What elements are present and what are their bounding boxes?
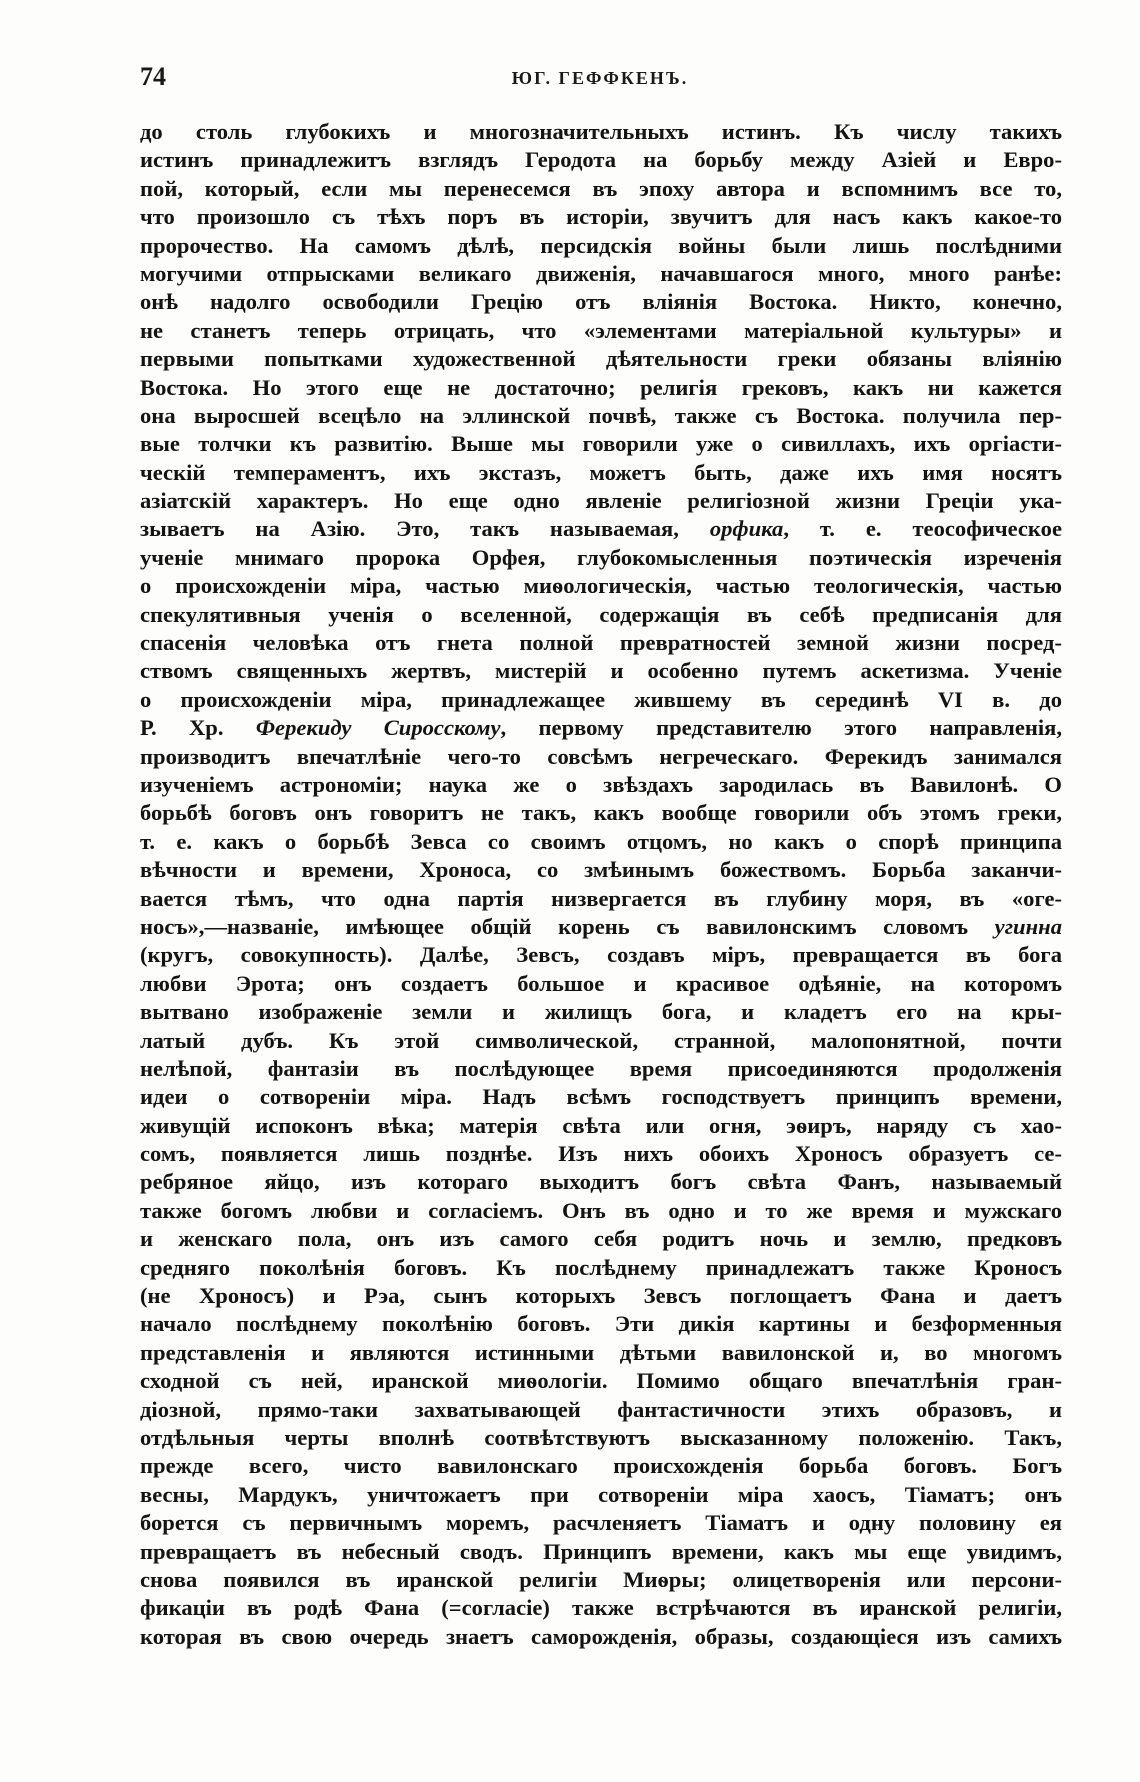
text-line (140, 1055, 1062, 1083)
italic-term: Ферекиду Сиросскому (255, 715, 501, 741)
text-line (140, 1168, 1062, 1196)
text-segment: прежде всего, чисто вавилонскаго происхожденія борьба боговъ. Богъ (140, 1453, 1062, 1479)
text-line (140, 743, 1062, 771)
text-segment: изученіемъ астрономіи; наука же о звѣздахъ зародилась въ Вавилонѣ. О (140, 771, 1062, 797)
text-segment: пой, который, если мы перенесемся въ эпоху автора и вспомнимъ все то, (140, 175, 1062, 201)
text-segment: Востока. Но этого еще не достаточно; религія грековъ, какъ ни кажется (140, 374, 1062, 400)
text-segment: , т. е. теософическое (783, 516, 1062, 542)
text-segment: снова появился въ иранской религіи Миѳры; олицетворенія или персони- (140, 1566, 1062, 1592)
italic-term: угинна (994, 913, 1062, 939)
text-segment: носъ»,—названіе, имѣющее общій корень съ вавилонскимъ словомъ (140, 913, 995, 939)
text-line (140, 1566, 1062, 1594)
text-segment: борется съ первичнымъ моремъ, расчленяетъ Тіаматъ и одну половину ея (140, 1510, 1062, 1536)
text-segment: которая въ свою очередь знаетъ саморожденія, образы, создающіеся изъ самихъ (140, 1623, 1062, 1649)
text-segment: (не Хроносъ) и Рэа, сынъ которыхъ Зевсъ поглощаетъ Фана и даетъ (140, 1283, 1062, 1309)
text-line (140, 913, 1062, 941)
text-line (140, 487, 1062, 515)
text-line (140, 771, 1062, 799)
text-line (140, 515, 1062, 543)
text-line (140, 459, 1062, 487)
text-line (140, 1225, 1062, 1253)
text-segment: ученіе мнимаго пророка Орфея, глубокомысленныя поэтическія изреченія (140, 544, 1062, 570)
text-line (140, 374, 1062, 402)
text-line (140, 1538, 1062, 1566)
text-line (140, 941, 1062, 969)
text-line (140, 288, 1062, 316)
text-segment: зываетъ на Азію. Это, такъ называемая, (140, 516, 710, 542)
text-line (140, 1424, 1062, 1452)
text-line (140, 970, 1062, 998)
text-line (140, 1594, 1062, 1622)
text-segment: спекулятивныя ученія о вселенной, содержащія въ себѣ предписанія для (140, 601, 1062, 627)
page-header (140, 62, 1060, 102)
text-segment: отдѣльныя черты вполнѣ соотвѣтствуютъ высказанному положенію. Такъ, (140, 1424, 1062, 1450)
text-segment: вѣчности и времени, Хроноса, со змѣинымъ божествомъ. Борьба заканчи- (140, 857, 1062, 883)
page-number: 74 (140, 62, 166, 91)
text-segment: могучими отпрысками великаго движенія, начавшагося много, много ранѣе: (140, 260, 1062, 286)
text-line (140, 601, 1062, 629)
text-segment: (кругъ, совокупность). Далѣе, Зевсъ, создавъ міръ, превращается въ бога (140, 942, 1062, 968)
text-segment: весны, Мардукъ, уничтожаетъ при сотвореніи міра хаосъ, Тіаматъ; онъ (140, 1481, 1062, 1507)
text-segment: что произошло съ тѣхъ поръ въ исторіи, звучитъ для насъ какъ какое-то (140, 204, 1062, 230)
text-line (140, 146, 1062, 174)
text-segment: не станетъ теперь отрицать, что «элементами матеріальной культуры» и (140, 317, 1062, 343)
text-line (140, 572, 1062, 600)
text-segment: вые толчки къ развитію. Выше мы говорили уже о сивиллахъ, ихъ оргіасти- (140, 431, 1062, 457)
text-segment: вытвано изображеніе земли и жилищъ бога, и кладетъ его на кры- (140, 999, 1062, 1025)
text-line (140, 1254, 1062, 1282)
text-line (140, 317, 1062, 345)
text-segment: азіатскій характеръ. Но еще одно явленіе религіозной жизни Греціи ука- (140, 488, 1062, 514)
text-line (140, 1027, 1062, 1055)
text-segment: идеи о сотвореніи міра. Надъ всѣмъ господствуетъ принципъ времени, (140, 1084, 1062, 1110)
text-line (140, 118, 1062, 146)
text-line (140, 629, 1062, 657)
text-line (140, 1083, 1062, 1111)
text-line (140, 1623, 1062, 1651)
text-segment: борьбѣ боговъ онъ говоритъ не такъ, какъ вообще говорили объ этомъ греки, (140, 800, 1062, 826)
text-line (140, 203, 1062, 231)
text-segment: нелѣпой, фантазіи въ послѣдующее время присоединяются продолженія (140, 1055, 1062, 1081)
text-line (140, 1282, 1062, 1310)
text-segment: представленія и являются истинными дѣтьми вавилонской и, во многомъ (140, 1339, 1062, 1365)
text-segment: начало послѣднему поколѣнію боговъ. Эти дикія картины и безформенныя (140, 1311, 1062, 1337)
text-line (140, 175, 1062, 203)
text-line (140, 402, 1062, 430)
text-line (140, 686, 1062, 714)
text-line (140, 856, 1062, 884)
text-line (140, 714, 1062, 742)
text-segment: о происхожденіи міра, принадлежащее жившему въ серединѣ VI в. до (140, 686, 1062, 712)
text-line (140, 260, 1062, 288)
text-line (140, 828, 1062, 856)
text-line (140, 345, 1062, 373)
text-segment: т. е. какъ о борьбѣ Зевса со своимъ отцомъ, но какъ о спорѣ принципа (140, 828, 1062, 854)
text-line (140, 1310, 1062, 1338)
text-segment: , первому представителю этого направленія, (500, 715, 1062, 741)
text-segment: латый дубъ. Къ этой символической, странной, малопонятной, почти (140, 1027, 1062, 1053)
text-line (140, 1481, 1062, 1509)
text-segment: любви Эрота; онъ создаетъ большое и красивое одѣяніе, на которомъ (140, 970, 1062, 996)
text-segment: и женскаго пола, онъ изъ самого себя родитъ ночь и землю, предковъ (140, 1226, 1062, 1252)
text-segment: она выросшей всецѣло на эллинской почвѣ, также съ Востока. получила пер- (140, 402, 1062, 428)
text-segment: также богомъ любви и согласіемъ. Онъ въ одно и то же время и мужскаго (140, 1197, 1062, 1223)
text-line (140, 1112, 1062, 1140)
text-segment: до столь глубокихъ и многозначительныхъ истинъ. Къ числу такихъ (140, 119, 1062, 144)
text-segment: о происхожденіи міра, частью миѳологическія, частью теологическія, частью (140, 573, 1062, 599)
text-segment: живущій испоконъ вѣка; матерія свѣта или огня, эѳиръ, наряду съ хао- (140, 1112, 1062, 1138)
text-line (140, 799, 1062, 827)
text-segment: Р. Хр. (140, 715, 256, 741)
text-segment: сходной съ ней, иранской миѳологіи. Помимо общаго впечатлѣнія гран- (140, 1368, 1062, 1394)
text-segment: пророчество. На самомъ дѣлѣ, персидскія войны были лишь послѣдними (140, 232, 1062, 258)
running-head: ЮГ. ГЕФФКЕНЪ. (511, 68, 689, 88)
text-line (140, 1197, 1062, 1225)
text-segment: ствомъ священныхъ жертвъ, мистерій и особенно путемъ аскетизма. Ученіе (140, 658, 1062, 684)
text-line (140, 1396, 1062, 1424)
text-line (140, 657, 1062, 685)
text-line (140, 232, 1062, 260)
text-line (140, 430, 1062, 458)
text-segment: производитъ впечатлѣніе чего-то совсѣмъ негреческаго. Ферекидъ занимался (140, 743, 1062, 769)
text-segment: фикаціи въ родѣ Фана (=согласіе) также встрѣчаются въ иранской религіи, (140, 1595, 1062, 1621)
text-line (140, 885, 1062, 913)
text-segment: діозной, прямо-таки захватывающей фантастичности этихъ образовъ, и (140, 1396, 1062, 1422)
text-line (140, 998, 1062, 1026)
text-segment: истинъ принадлежитъ взглядъ Геродота на борьбу между Азіей и Евро- (140, 147, 1062, 173)
text-segment: ческій темпераментъ, ихъ экстазъ, можетъ быть, даже ихъ имя носятъ (140, 459, 1062, 485)
body-text (140, 118, 1062, 1651)
text-line (140, 1367, 1062, 1395)
text-segment: онѣ надолго освободили Грецію отъ вліянія Востока. Никто, конечно, (140, 289, 1062, 315)
text-segment: вается тѣмъ, что одна партія низвергается въ глубину моря, въ «оге- (140, 885, 1062, 911)
text-segment: превращаетъ въ небесный сводъ. Принципъ времени, какъ мы еще увидимъ, (140, 1538, 1062, 1564)
text-line (140, 1339, 1062, 1367)
text-segment: сомъ, появляется лишь позднѣе. Изъ нихъ обоихъ Хроносъ образуетъ се- (140, 1141, 1062, 1167)
text-line (140, 1509, 1062, 1537)
italic-term: орфика (709, 516, 784, 542)
text-segment: спасенія человѣка отъ гнета полной превратностей земной жизни посред- (140, 630, 1062, 656)
text-segment: ребряное яйцо, изъ котораго выходитъ богъ свѣта Фанъ, называемый (140, 1169, 1062, 1195)
text-line (140, 1452, 1062, 1480)
text-line (140, 1140, 1062, 1168)
text-segment: средняго поколѣнія боговъ. Къ послѣднему принадлежатъ также Кроносъ (140, 1254, 1062, 1280)
text-line (140, 544, 1062, 572)
text-segment: первыми попытками художественной дѣятельности греки обязаны вліянію (140, 346, 1062, 372)
